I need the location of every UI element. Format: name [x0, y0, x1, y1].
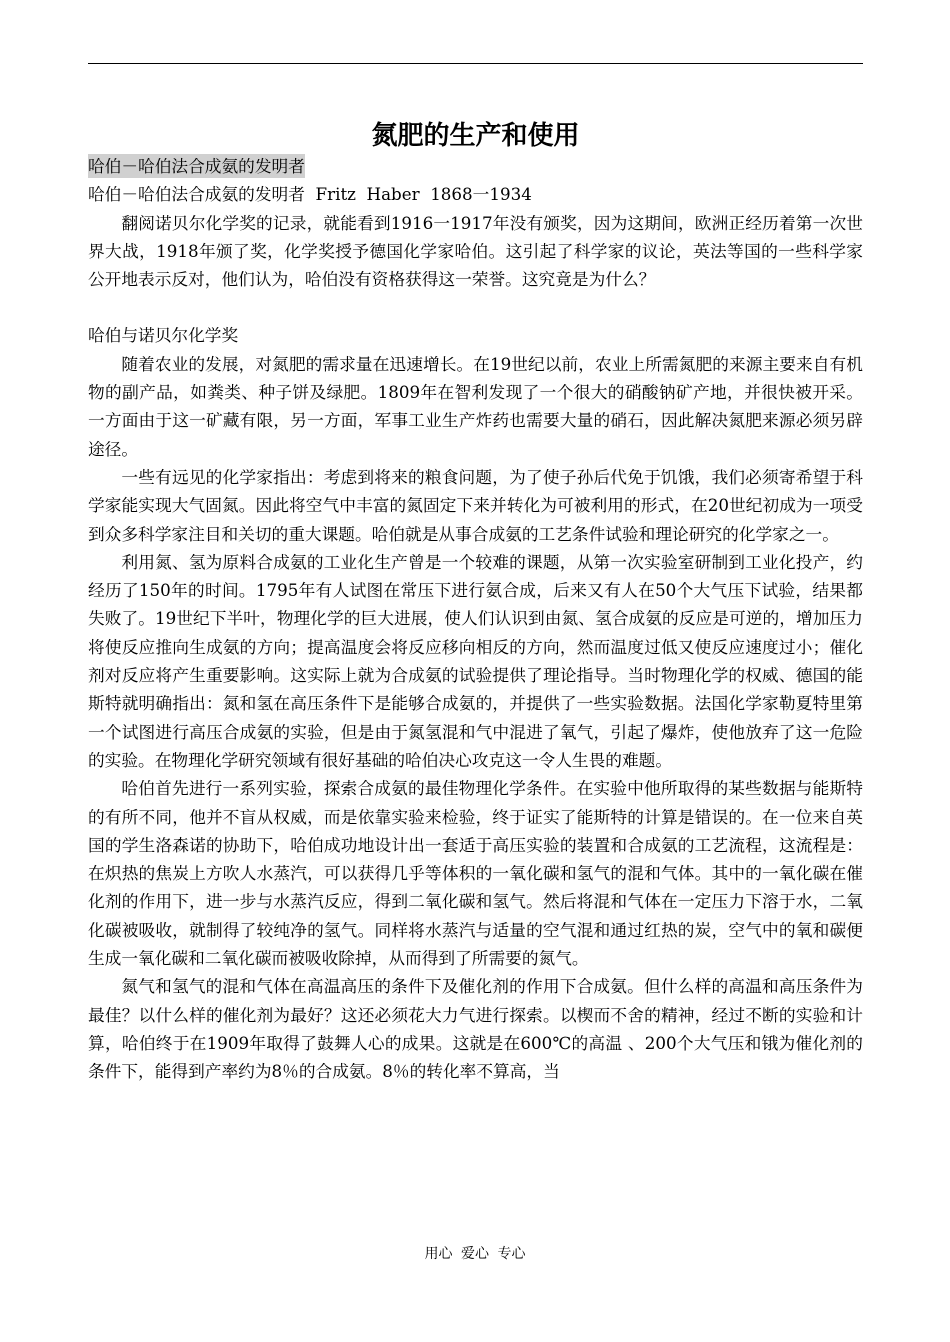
body-paragraph: 利用氮、氢为原料合成氨的工业化生产曾是一个较难的课题，从第一次实验室研制到工业化投产，约经历了150年的时间。1795年有人试图在常压下进行氨合成，后来又有人在50个大气压下试验，结果都失败了。19世纪下半叶，物理化学的巨大进展，使人们认识到由氮、氢合成氨的反应是可逆的，增加压力将使反应推向生成氨的方向；提高温度会将反应移向相反的方向，然而温度过低又使反应速度过小；催化剂对反应将产生重要影响。这实际上就为合成氨的试验提供了理论指导。当时物理化学的权威、德国的能斯特就明确指出：氮和氢在高压条件下是能够合成氨的，并提供了一些实验数据。法国化学家勒夏特里第一个试图进行高压合成氨的实验，但是由于氮氢混和气中混进了氧气，引起了爆炸，使他放弃了这一危险的实验。在物理化学研究领域有很好基础的哈伯决心攻克这一令人生畏的难题。 — [88, 551, 863, 770]
page-footer — [0, 1244, 950, 1264]
header-rule — [88, 63, 863, 64]
footer-item: 爱心 — [461, 1246, 489, 1262]
intro-paragraph: 翻阅诺贝尔化学奖的记录，就能看到1916一1917年没有颁奖，因为这期间，欧洲正经历着第一次世界大战，1918年颁了奖，化学奖授予德国化学家哈伯。这引起了科学家的议论，英法等国的一些科学家公开地表示反对，他们认为，哈伯没有资格获得这一荣誉。这究竟是为什么？ — [88, 212, 863, 290]
body-paragraph: 随着农业的发展，对氮肥的需求量在迅速增长。在19世纪以前，农业上所需氮肥的来源主要来自有机物的副产品，如粪类、种子饼及绿肥。1809年在智利发现了一个很大的硝酸钠矿产地，并很快被开采。一方面由于这一矿藏有限，另一方面，军事工业生产炸药也需要大量的硝石，因此解决氮肥来源必须另辟途径。 — [88, 353, 863, 459]
page-title: 氮肥的生产和使用 — [371, 121, 580, 151]
footer-item: 用心 — [424, 1246, 453, 1262]
section-heading: 哈伯与诺贝尔化学奖 — [88, 325, 239, 346]
blank-line — [88, 293, 863, 321]
footer-item: 专心 — [497, 1246, 526, 1262]
subtitle-line: 哈伯－哈伯法合成氨的发明者 Fritz Haber 1868一1934 — [88, 184, 532, 205]
body-paragraph: 氮气和氢气的混和气体在高温高压的条件下及催化剂的作用下合成氨。但什么样的高温和高压条件为最佳？以什么样的催化剂为最好？这还必须花大力气进行探索。以楔而不舍的精神，经过不断的实验和计算，哈伯终于在1909年取得了鼓舞人心的成果。这就是在600℃的高温 、200个大气压和锇为催化剂的条件下，能得到产率约为8％的合成氨。8％的转化率不算高，当 — [88, 976, 863, 1082]
subtitle-highlighted-line — [88, 152, 863, 180]
highlighted-subtitle: 哈伯－哈伯法合成氨的发明者 — [88, 156, 305, 176]
document-body — [88, 152, 863, 1086]
body-paragraph: 哈伯首先进行一系列实验，探索合成氨的最佳物理化学条件。在实验中他所取得的某些数据与能斯特的有所不同，他并不盲从权威，而是依靠实验来检验，终于证实了能斯特的计算是错误的。在一位来自英国的学生洛森诺的协助下，哈伯成功地设计出一套适于高压实验的装置和合成氨的工艺流程，这流程是：在炽热的焦炭上方吹人水蒸汽，可以获得几乎等体积的一氧化碳和氢气的混和气体。其中的一氧化碳在催化剂的作用下，进一步与水蒸汽反应，得到二氧化碳和氢气。然后将混和气体在一定压力下溶于水，二氧化碳被吸收，就制得了较纯净的氢气。同样将水蒸汽与适量的空气混和通过红热的炭，空气中的氧和碳便生成一氧化碳和二氧化碳而被吸收除掉，从而得到了所需要的氮气。 — [88, 778, 863, 969]
body-paragraph: 一些有远见的化学家指出：考虑到将来的粮食问题，为了使子孙后代免于饥饿，我们必须寄希望于科学家能实现大气固氮。因此将空气中丰富的氮固定下来并转化为可被利用的形式，在20世纪初成为一项受到众多科学家注目和关切的重大课题。哈伯就是从事合成氨的工艺条件试验和理论研究的化学家之一。 — [88, 466, 863, 544]
